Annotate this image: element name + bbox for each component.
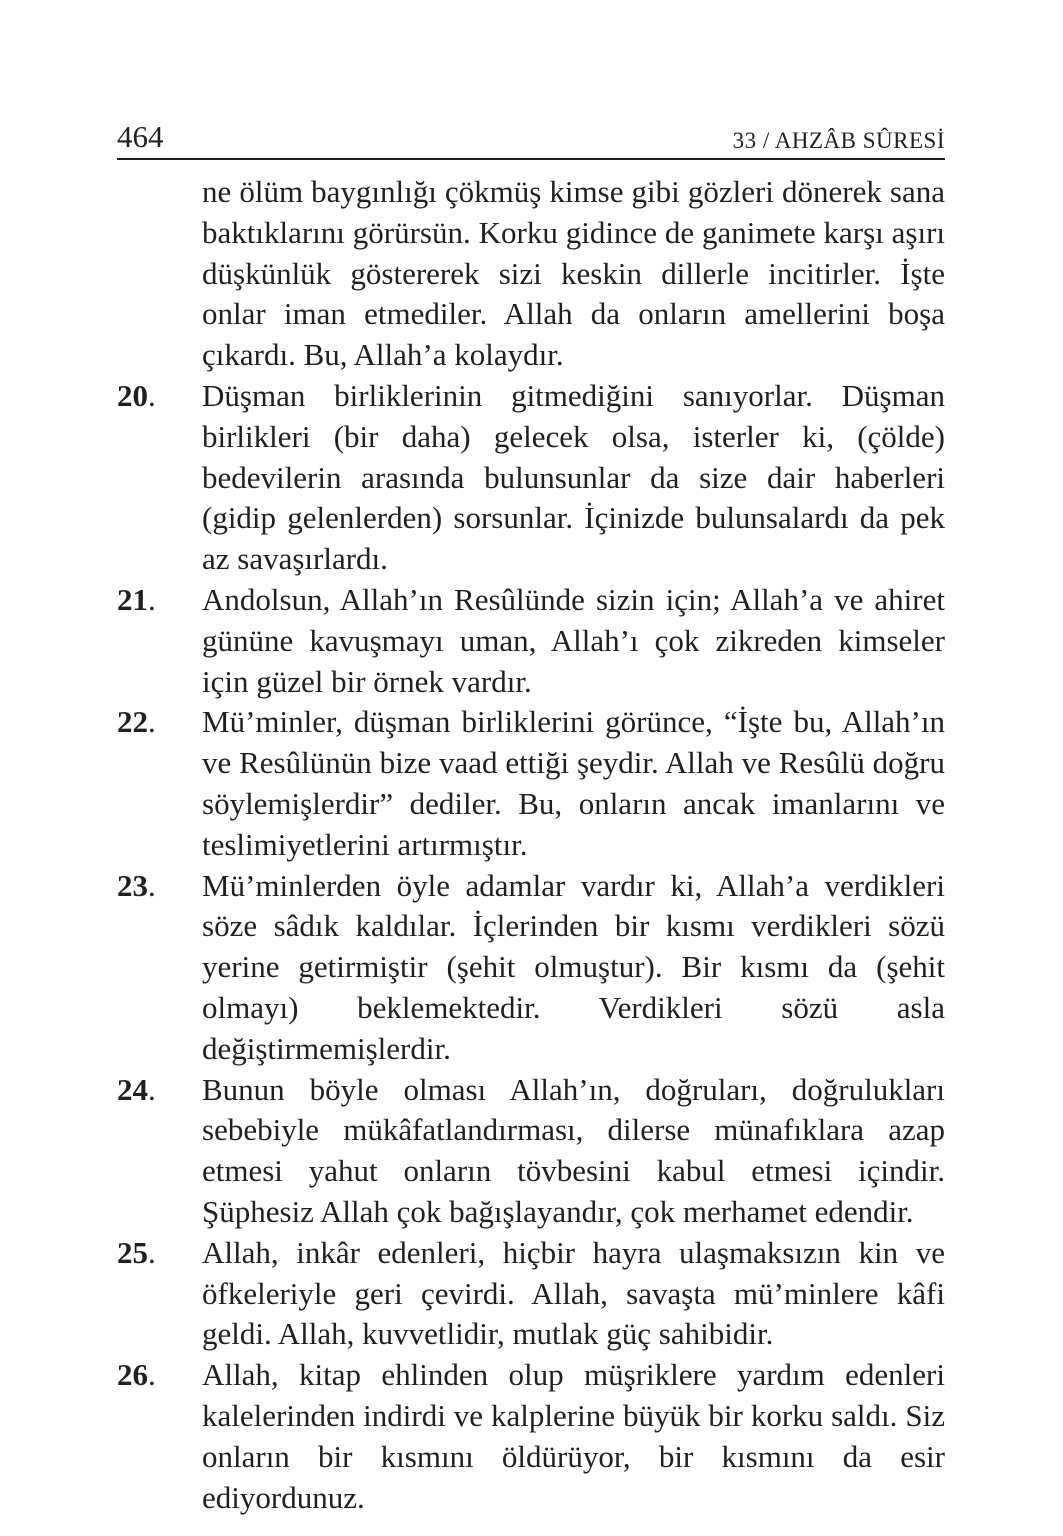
verse-number: 25. bbox=[117, 1234, 156, 1270]
verse-25 bbox=[117, 1233, 945, 1355]
page-header bbox=[117, 112, 945, 160]
page-content bbox=[117, 172, 945, 1518]
verse-text: Allah, inkâr edenleri, hiçbir hayra ulaşmaksızın kin ve öfkeleriyle geri çevirdi. Allah, savaşta mü’minlere kâfi geldi. Allah, kuvvetlidir, mutlak güç sahibidir. bbox=[202, 1234, 945, 1352]
verse-text: Bunun böyle olması Allah’ın, doğruları, doğrulukları sebebiyle mükâfatlandırması, dilerse münafıklara azap etmesi yahut onların tövbesini kabul etmesi içindir. Şüphesiz Allah çok bağışlayandır, çok merhamet edendir. bbox=[202, 1071, 945, 1229]
verse-text: Allah, kitap ehlinden olup müşriklere yardım edenleri kalelerinden indirdi ve kalplerine büyük bir korku saldı. Siz onların bir kısmını öldürüyor, bir kısmını da esir ediyordunuz. bbox=[202, 1357, 945, 1515]
verse-number: 21. bbox=[117, 581, 156, 617]
verse-20 bbox=[117, 376, 945, 580]
verse-number: 22. bbox=[117, 704, 156, 740]
verse-text: Mü’minler, düşman birliklerini görünce, “İşte bu, Allah’ın ve Resûlünün bize vaad ettiği şeydir. Allah ve Resûlü doğru söylemişlerdir” dediler. Bu, onların ancak imanlarını ve teslimiyetlerini artırmıştır. bbox=[202, 704, 945, 862]
verse-23 bbox=[117, 866, 945, 1070]
verse-number: 24. bbox=[117, 1071, 156, 1107]
verse-21 bbox=[117, 580, 945, 702]
continuation-text: ne ölüm baygınlığı çökmüş kimse gibi gözleri dönerek sana baktıklarını görürsün. Korku gidince de ganimete karşı aşırı düşkünlük göstererek sizi keskin dillerle incitirler. İşte onlar iman etmediler. Allah da onların amellerini boşa çıkardı. Bu, Allah’a kolaydır. bbox=[202, 174, 945, 373]
running-title: 33 / AHZÂB SÛRESİ bbox=[732, 128, 945, 153]
verse-text: Mü’minlerden öyle adamlar vardır ki, Allah’a verdikleri söze sâdık kaldılar. İçlerinden bir kısmı verdikleri sözü yerine getirmiştir (şehit olmuştur). Bir kısmı da (şehit olmayı) beklemektedir. Verdikleri sözü asla değiştirmemişlerdir. bbox=[202, 867, 945, 1066]
verse-text: Andolsun, Allah’ın Resûlünde sizin için; Allah’a ve ahiret gününe kavuşmayı uman, Allah’ı çok zikreden kimseler için güzel bir örnek vardır. bbox=[202, 581, 945, 699]
verse-text: Düşman birliklerinin gitmediğini sanıyorlar. Düşman birlikleri (bir daha) gelecek olsa, isterler ki, (çölde) bedevilerin arasında bulunsunlar da size dair haberleri (gidip gelenlerden) sorsunlar. İçinizde bulunsalardı da pek az savaşırlardı. bbox=[202, 377, 945, 577]
verse-22 bbox=[117, 702, 945, 865]
verse-number: 23. bbox=[117, 867, 156, 903]
verse-number: 26. bbox=[117, 1357, 156, 1393]
page-number: 464 bbox=[117, 119, 164, 154]
continuation-paragraph bbox=[117, 172, 945, 376]
verse-26 bbox=[117, 1355, 945, 1518]
verse-24 bbox=[117, 1070, 945, 1233]
verse-number: 20. bbox=[117, 377, 156, 413]
